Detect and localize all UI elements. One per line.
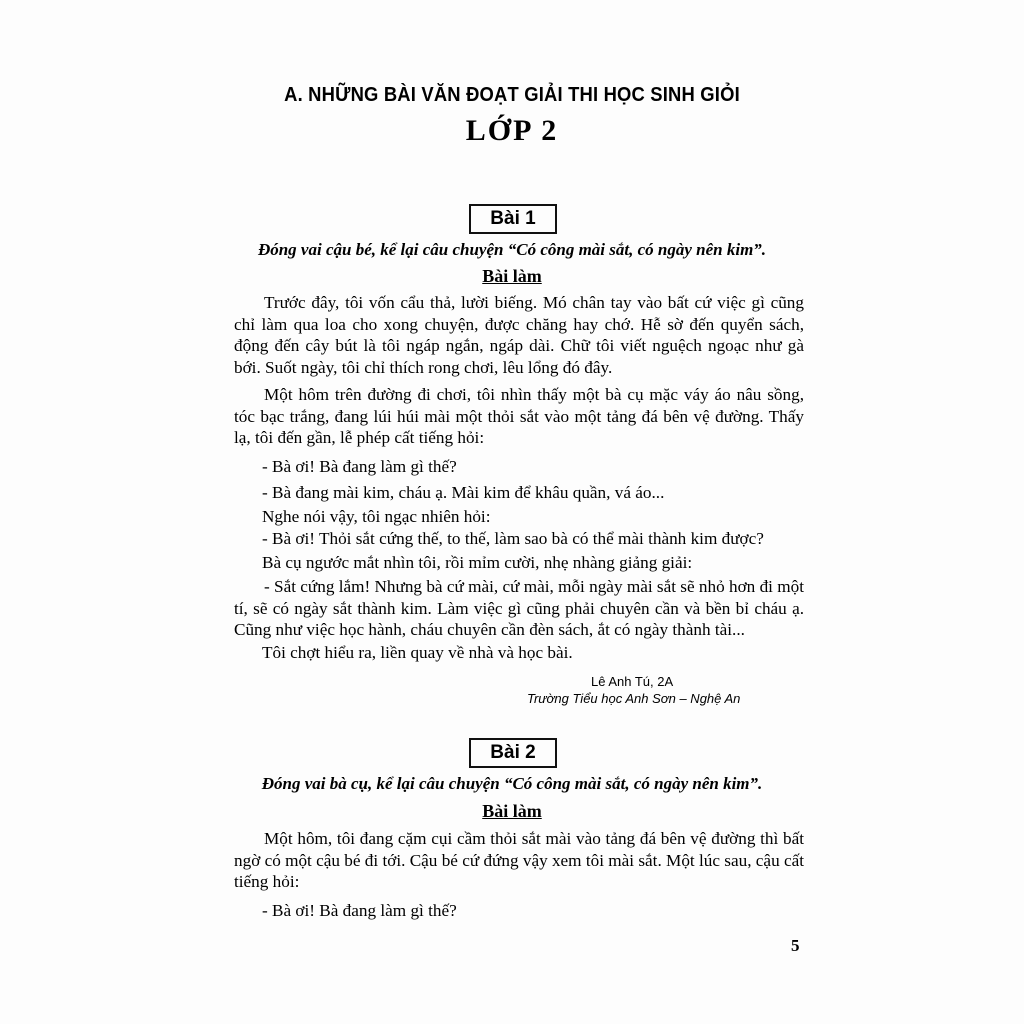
- exercise-1-closing-line: Tôi chợt hiểu ra, liền quay về nhà và học bài.: [262, 643, 573, 662]
- page-number: 5: [791, 936, 800, 955]
- exercise-2-label: Bài 2: [469, 738, 557, 768]
- exercise-1-label: Bài 1: [469, 204, 557, 234]
- exercise-1-dialog-line: - Bà ơi! Thỏi sắt cứng thế, to thế, làm sao bà có thể mài thành kim được?: [262, 529, 764, 548]
- exercise-1-paragraph-1: Trước đây, tôi vốn cẩu thả, lười biếng. Mó chân tay vào bất cứ việc gì cũng chỉ làm qua loa cho xong chuyện, được chăng hay chớ. Hễ sờ đến quyển sách, động đến cây bút là tôi ngáp ngắn, ngáp dài. Chữ tôi viết nguệch ngoạc như gà bới. Suốt ngày, tôi chỉ thích rong chơi, lêu lổng đó đây.: [234, 293, 804, 378]
- grade-title: LỚP 2: [465, 114, 559, 147]
- exercise-1-paragraph-3: - Sắt cứng lắm! Nhưng bà cứ mài, cứ mài, mỗi ngày mài sắt sẽ nhỏ hơn đi một tí, sẽ có ngày sắt thành kim. Làm việc gì cũng phải chuyên cần và bền bỉ cháu ạ. Cũng như việc học hành, cháu chuyên cần đèn sách, ắt có ngày thành tài...: [234, 577, 804, 640]
- exercise-1-paragraph-2: Một hôm trên đường đi chơi, tôi nhìn thấy một bà cụ mặc váy áo nâu sồng, tóc bạc trắng, đang lúi húi mài một thỏi sắt vào một tảng đá bên vệ đường. Thấy lạ, tôi đến gần, lễ phép cất tiếng hỏi:: [234, 385, 804, 448]
- section-title: A. NHỮNG BÀI VĂN ĐOẠT GIẢI THI HỌC SINH GIỎI: [284, 84, 740, 106]
- exercise-2-dialog-line: - Bà ơi! Bà đang làm gì thế?: [262, 901, 457, 920]
- exercise-1-dialog-line: - Bà đang mài kim, cháu ạ. Mài kim để khâu quần, vá áo...: [262, 483, 665, 502]
- exercise-1-prompt: Đóng vai cậu bé, kể lại câu chuyện “Có công mài sắt, có ngày nên kim”.: [257, 240, 767, 259]
- exercise-2-prompt: Đóng vai bà cụ, kể lại câu chuyện “Có công mài sắt, có ngày nên kim”.: [261, 774, 763, 793]
- exercise-2-subheading: Bài làm: [482, 801, 542, 821]
- author-school: Trường Tiểu học Anh Sơn – Nghệ An: [527, 691, 741, 706]
- exercise-1-dialog-line: Nghe nói vậy, tôi ngạc nhiên hỏi:: [262, 507, 491, 526]
- exercise-1-dialog-line: - Bà ơi! Bà đang làm gì thế?: [262, 457, 457, 476]
- author-name: Lê Anh Tú, 2A: [591, 674, 674, 689]
- exercise-1-subheading: Bài làm: [482, 266, 542, 286]
- exercise-2-paragraph-1: Một hôm, tôi đang cặm cụi cầm thỏi sắt mài vào tảng đá bên vệ đường thì bất ngờ có một cậu bé đi tới. Cậu bé cứ đứng vậy xem tôi mài sắt. Một lúc sau, cậu cất tiếng hỏi:: [234, 829, 804, 892]
- exercise-1-dialog-line: Bà cụ ngước mắt nhìn tôi, rồi mỉm cười, nhẹ nhàng giảng giải:: [262, 553, 693, 572]
